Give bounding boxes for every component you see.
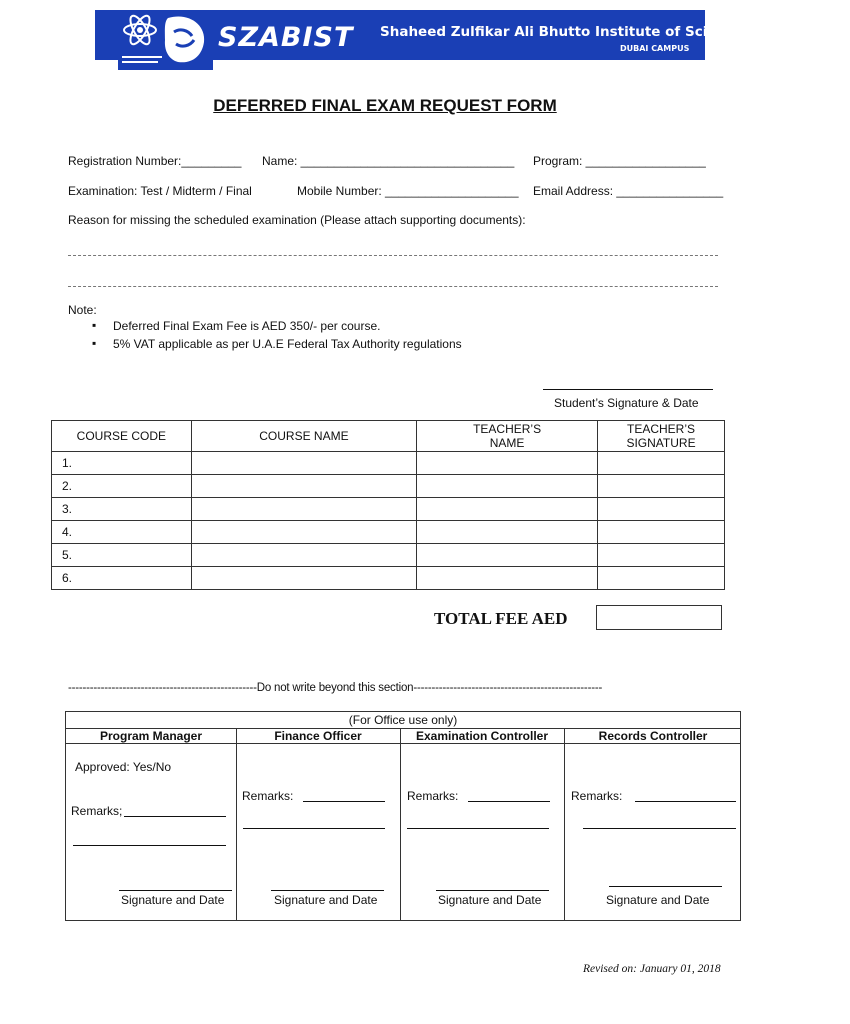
row-number: 3. [52, 498, 192, 521]
szabist-logo-icon [118, 10, 213, 70]
remarks-line-finance[interactable] [303, 801, 385, 802]
office-column-divider [564, 728, 565, 920]
teacher-name-cell[interactable] [417, 544, 598, 567]
teacher-signature-cell[interactable] [598, 475, 725, 498]
office-column-examination-controller: Examination Controller [415, 729, 549, 743]
note-item: ▪ Deferred Final Exam Fee is AED 350/- per course. [92, 319, 462, 337]
signature-line-finance[interactable] [271, 890, 384, 891]
registration-field[interactable]: Registration Number:_________ [68, 154, 242, 168]
header-course-name: COURSE NAME [191, 421, 416, 452]
signature-line-records[interactable] [609, 886, 722, 887]
teacher-signature-cell[interactable] [598, 521, 725, 544]
brand-name: SZABIST [218, 22, 354, 53]
remarks-line-records[interactable] [635, 801, 736, 802]
student-signature-label: Student’s Signature & Date [554, 396, 699, 410]
teacher-signature-cell[interactable] [598, 498, 725, 521]
table-row [52, 475, 725, 498]
course-name-cell[interactable] [191, 498, 416, 521]
course-name-cell[interactable] [191, 452, 416, 475]
office-column-records-controller: Records Controller [598, 729, 708, 743]
remarks-line-pm[interactable] [124, 816, 226, 817]
header-course-code: COURSE CODE [52, 421, 192, 452]
teacher-signature-cell[interactable] [598, 567, 725, 590]
mobile-field[interactable]: Mobile Number: ____________________ [297, 184, 519, 198]
page-title: DEFERRED FINAL EXAM REQUEST FORM [213, 96, 557, 115]
note-item: ▪ 5% VAT applicable as per U.A.E Federal Tax Authority regulations [92, 337, 462, 355]
total-fee-input[interactable] [596, 605, 722, 630]
office-column-divider [400, 728, 401, 920]
office-use-box [65, 711, 741, 921]
remarks-label-records: Remarks: [571, 789, 623, 803]
table-row [52, 544, 725, 567]
email-field[interactable]: Email Address: ________________ [533, 184, 724, 198]
course-name-cell[interactable] [191, 544, 416, 567]
institute-name: Shaheed Zulfikar Ali Bhutto Institute of Science & Technology [380, 24, 850, 40]
teacher-name-cell[interactable] [417, 498, 598, 521]
course-name-cell[interactable] [191, 521, 416, 544]
table-row [52, 452, 725, 475]
program-field[interactable]: Program: __________________ [533, 154, 706, 168]
teacher-signature-cell[interactable] [598, 544, 725, 567]
reason-line-1[interactable] [68, 255, 718, 256]
note-list [92, 319, 462, 355]
signature-date-label-exam: Signature and Date [438, 893, 542, 907]
office-column-divider [236, 728, 237, 920]
teacher-name-cell[interactable] [417, 567, 598, 590]
row-number: 4. [52, 521, 192, 544]
revised-date: Revised on: January 01, 2018 [583, 963, 721, 975]
remarks-line-exam-2[interactable] [407, 828, 549, 829]
examination-field[interactable]: Examination: Test / Midterm / Final [68, 184, 252, 198]
approved-label: Approved: Yes/No [75, 760, 172, 774]
signature-date-label-records: Signature and Date [606, 893, 710, 907]
course-name-cell[interactable] [191, 475, 416, 498]
remarks-label-exam: Remarks: [407, 789, 459, 803]
reason-line-2[interactable] [68, 286, 718, 287]
teacher-signature-cell[interactable] [598, 452, 725, 475]
teacher-name-cell[interactable] [417, 475, 598, 498]
row-number: 5. [52, 544, 192, 567]
remarks-line-exam[interactable] [468, 801, 550, 802]
signature-line-exam[interactable] [436, 890, 549, 891]
office-caption: (For Office use only) [348, 713, 458, 727]
header-teacher-signature: TEACHER’S SIGNATURE [598, 421, 725, 452]
signature-line-pm[interactable] [119, 890, 232, 891]
row-number: 6. [52, 567, 192, 590]
remarks-line-finance-2[interactable] [243, 828, 385, 829]
header-teacher-name: TEACHER’S NAME [417, 421, 598, 452]
campus-name: DUBAI CAMPUS [620, 44, 690, 53]
office-divider: ----------------------------------------------------Do not write beyond this section---------------------------------------------------- [68, 682, 603, 694]
courses-table [51, 420, 725, 590]
total-fee-label: TOTAL FEE AED [434, 609, 568, 628]
remarks-line-pm-2[interactable] [73, 845, 226, 846]
note-label: Note: [68, 303, 97, 317]
office-column-program-manager: Program Manager [99, 729, 203, 743]
row-number: 1. [52, 452, 192, 475]
teacher-name-cell[interactable] [417, 521, 598, 544]
teacher-name-cell[interactable] [417, 452, 598, 475]
remarks-label-pm: Remarks; [71, 804, 123, 818]
course-name-cell[interactable] [191, 567, 416, 590]
table-row [52, 498, 725, 521]
name-field[interactable]: Name: ________________________________ [262, 154, 515, 168]
office-header-line [66, 743, 740, 744]
table-row [52, 521, 725, 544]
reason-label: Reason for missing the scheduled examination (Please attach supporting documents): [68, 213, 526, 227]
signature-date-label-finance: Signature and Date [274, 893, 378, 907]
remarks-label-finance: Remarks: [242, 789, 294, 803]
row-number: 2. [52, 475, 192, 498]
student-signature-line[interactable] [543, 389, 713, 390]
table-row [52, 567, 725, 590]
remarks-line-records-2[interactable] [583, 828, 736, 829]
signature-date-label-pm: Signature and Date [121, 893, 225, 907]
table-header-row [52, 421, 725, 452]
office-column-finance-officer: Finance Officer [274, 729, 362, 743]
